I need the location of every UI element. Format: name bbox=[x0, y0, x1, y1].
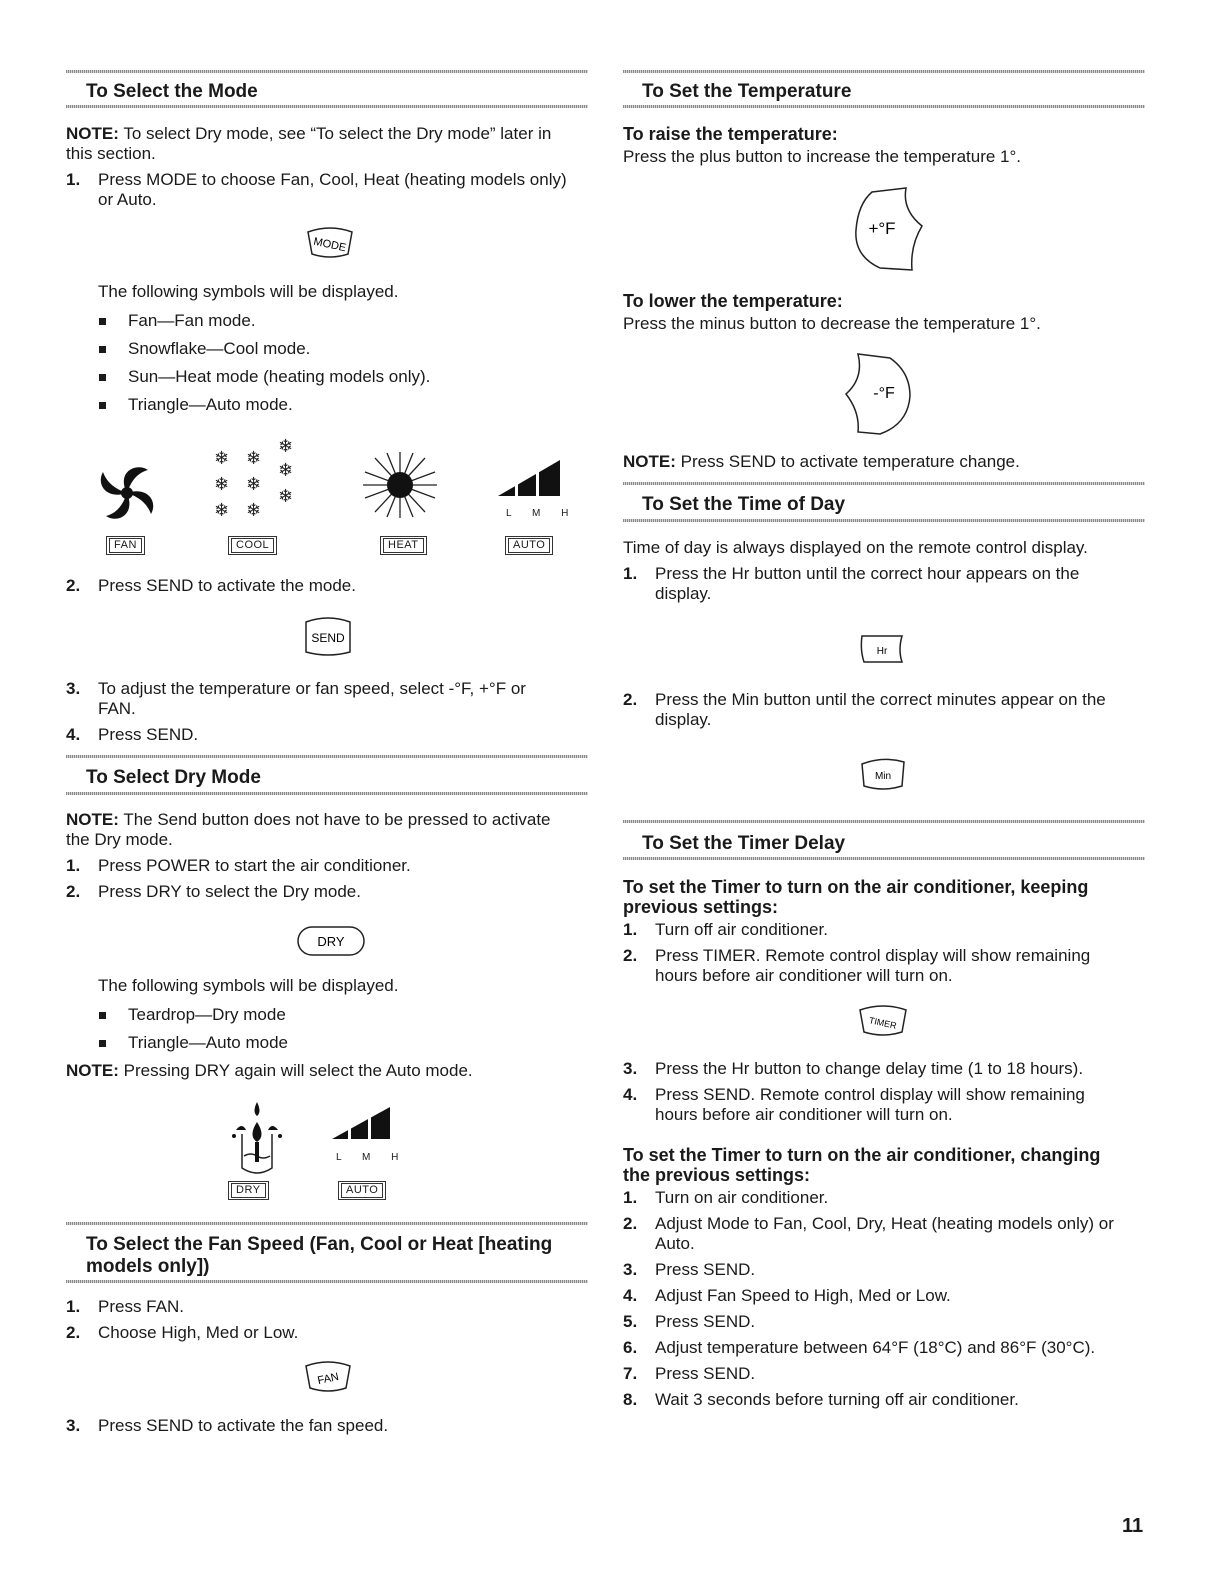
plus-temp-button-icon bbox=[852, 186, 924, 272]
section-rule bbox=[66, 792, 588, 795]
snowflake-symbol-icon bbox=[212, 430, 302, 520]
section-rule bbox=[623, 482, 1145, 485]
bullet-triangle: Triangle—Auto mode bbox=[128, 1033, 289, 1052]
temp-note: NOTE: Press SEND to activate temperature change. bbox=[623, 452, 1020, 471]
lmh-label: L M H bbox=[336, 1152, 408, 1163]
svg-text:❄: ❄ bbox=[214, 474, 230, 495]
fan-symbol-icon bbox=[96, 462, 158, 524]
time-step-2-cont: display. bbox=[655, 710, 712, 729]
step-number: 2. bbox=[623, 690, 638, 709]
step-number: 2. bbox=[623, 1214, 638, 1233]
fan-step-1: Press FAN. bbox=[98, 1297, 184, 1316]
section-heading-time: To Set the Time of Day bbox=[642, 494, 846, 515]
svg-text:❄: ❄ bbox=[214, 500, 230, 521]
raise-temp-heading: To raise the temperature: bbox=[623, 124, 838, 144]
change-step-2-cont: Auto. bbox=[655, 1234, 695, 1253]
send-button-icon bbox=[300, 612, 356, 660]
timer-step-3: Press the Hr button to change delay time (1 to 18 hours). bbox=[655, 1059, 1084, 1078]
section-heading-temperature: To Set the Temperature bbox=[642, 81, 852, 102]
mode-step-3-cont: FAN. bbox=[98, 699, 136, 718]
auto-label: AUTO bbox=[338, 1181, 386, 1200]
svg-text:❄: ❄ bbox=[246, 500, 262, 521]
timer-step-4-cont: hours before air conditioner will turn on. bbox=[655, 1105, 953, 1124]
bullet-cool: Snowflake—Cool mode. bbox=[128, 339, 311, 358]
step-number: 2. bbox=[66, 882, 81, 901]
bullet bbox=[99, 402, 106, 409]
section-heading-dry: To Select Dry Mode bbox=[86, 767, 261, 788]
change-step-4: Adjust Fan Speed to High, Med or Low. bbox=[655, 1286, 951, 1305]
timer-step-4: Press SEND. Remote control display will show remaining bbox=[655, 1085, 1085, 1104]
section-rule bbox=[623, 820, 1145, 823]
fan-button-icon bbox=[304, 1362, 352, 1394]
timer-step-2-cont: hours before air conditioner will turn on. bbox=[655, 966, 953, 985]
lower-temp-heading: To lower the temperature: bbox=[623, 291, 843, 311]
time-intro: Time of day is always displayed on the remote control display. bbox=[623, 538, 1088, 557]
teardrop-symbol-icon bbox=[226, 1100, 288, 1180]
mode-note: NOTE: To select Dry mode, see “To select the Dry mode” later in bbox=[66, 124, 552, 143]
timer-button-icon bbox=[858, 1006, 908, 1038]
step-number: 1. bbox=[623, 920, 638, 939]
change-step-2: Adjust Mode to Fan, Cool, Dry, Heat (heating models only) or bbox=[655, 1214, 1114, 1233]
step-number: 4. bbox=[66, 725, 81, 744]
section-heading-fan: To Select the Fan Speed (Fan, Cool or Heat [heating bbox=[86, 1234, 553, 1255]
time-step-1-cont: display. bbox=[655, 584, 712, 603]
section-rule bbox=[623, 519, 1145, 522]
change-step-1: Turn on air conditioner. bbox=[655, 1188, 829, 1207]
raise-temp-text: Press the plus button to increase the temperature 1°. bbox=[623, 147, 1022, 166]
svg-text:❄: ❄ bbox=[278, 486, 294, 507]
dry-note: NOTE: The Send button does not have to be pressed to activate bbox=[66, 810, 551, 829]
step-number: 3. bbox=[623, 1260, 638, 1279]
svg-text:❄: ❄ bbox=[278, 436, 294, 457]
section-rule bbox=[66, 70, 588, 73]
page-number: 11 bbox=[1122, 1515, 1144, 1537]
mode-step-2: Press SEND to activate the mode. bbox=[98, 576, 356, 595]
step-number: 1. bbox=[623, 1188, 638, 1207]
sun-symbol-icon bbox=[355, 450, 445, 520]
step-number: 3. bbox=[623, 1059, 638, 1078]
heat-label: HEAT bbox=[380, 536, 427, 555]
dry-label: DRY bbox=[228, 1181, 269, 1200]
svg-text:❄: ❄ bbox=[246, 448, 262, 469]
section-rule bbox=[623, 105, 1145, 108]
svg-text:❄: ❄ bbox=[278, 460, 294, 481]
timer-sub-heading-1-cont: previous settings: bbox=[623, 897, 779, 917]
section-rule bbox=[623, 857, 1145, 860]
step-number: 2. bbox=[623, 946, 638, 965]
dry-symbols-intro: The following symbols will be displayed. bbox=[98, 976, 399, 995]
step-number: 2. bbox=[66, 1323, 81, 1342]
auto-label: AUTO bbox=[505, 536, 553, 555]
svg-text:-°F: -°F bbox=[873, 385, 895, 402]
svg-text:FAN: FAN bbox=[316, 1370, 340, 1388]
change-step-5: Press SEND. bbox=[655, 1312, 756, 1331]
fan-step-2: Choose High, Med or Low. bbox=[98, 1323, 299, 1342]
fan-speed-bars-icon bbox=[330, 1105, 392, 1141]
svg-text:+°F: +°F bbox=[868, 219, 896, 238]
svg-text:❄: ❄ bbox=[214, 448, 230, 469]
bullet-teardrop: Teardrop—Dry mode bbox=[128, 1005, 286, 1024]
dry-note-cont: the Dry mode. bbox=[66, 830, 173, 849]
section-heading-mode: To Select the Mode bbox=[86, 81, 258, 102]
step-number: 3. bbox=[66, 1416, 81, 1435]
timer-sub-heading-1: To set the Timer to turn on the air conditioner, keeping bbox=[623, 877, 1089, 897]
time-step-2: Press the Min button until the correct minutes appear on the bbox=[655, 690, 1106, 709]
svg-text:MODE: MODE bbox=[312, 235, 348, 255]
step-number: 1. bbox=[66, 170, 81, 189]
svg-text:TIMER: TIMER bbox=[868, 1015, 898, 1031]
change-step-7: Press SEND. bbox=[655, 1364, 756, 1383]
bullet-fan: Fan—Fan mode. bbox=[128, 311, 256, 330]
section-rule bbox=[66, 105, 588, 108]
step-number: 7. bbox=[623, 1364, 638, 1383]
mode-button-icon bbox=[306, 228, 354, 260]
fan-label: FAN bbox=[106, 536, 145, 555]
timer-sub-heading-2: To set the Timer to turn on the air conditioner, changing bbox=[623, 1145, 1101, 1165]
lower-temp-text: Press the minus button to decrease the temperature 1°. bbox=[623, 314, 1041, 333]
dry-step-2: Press DRY to select the Dry mode. bbox=[98, 882, 361, 901]
symbols-intro: The following symbols will be displayed. bbox=[98, 282, 399, 301]
section-rule bbox=[623, 70, 1145, 73]
section-rule bbox=[66, 755, 588, 758]
section-rule bbox=[66, 1222, 588, 1225]
time-step-1: Press the Hr button until the correct hour appears on the bbox=[655, 564, 1080, 583]
bullet-auto: Triangle—Auto mode. bbox=[128, 395, 293, 414]
step-number: 4. bbox=[623, 1085, 638, 1104]
svg-text:DRY: DRY bbox=[317, 934, 345, 949]
minus-temp-button-icon bbox=[844, 352, 912, 436]
section-rule bbox=[66, 1280, 588, 1283]
dry-button-icon bbox=[296, 924, 366, 958]
step-number: 3. bbox=[66, 679, 81, 698]
mode-note-cont: this section. bbox=[66, 144, 156, 163]
timer-step-1: Turn off air conditioner. bbox=[655, 920, 828, 939]
mode-step-4: Press SEND. bbox=[98, 725, 199, 744]
mode-step-1-cont: or Auto. bbox=[98, 190, 157, 209]
mode-step-1: Press MODE to choose Fan, Cool, Heat (heating models only) bbox=[98, 170, 567, 189]
bullet bbox=[99, 1040, 106, 1047]
mode-step-3: To adjust the temperature or fan speed, select -°F, +°F or bbox=[98, 679, 526, 698]
dry-step-1: Press POWER to start the air conditioner. bbox=[98, 856, 411, 875]
lmh-label: L M H bbox=[506, 508, 578, 519]
fan-speed-bars-icon bbox=[496, 458, 562, 498]
svg-text:SEND: SEND bbox=[311, 631, 345, 645]
step-number: 8. bbox=[623, 1390, 638, 1409]
svg-text:❄: ❄ bbox=[246, 474, 262, 495]
change-step-8: Wait 3 seconds before turning off air conditioner. bbox=[655, 1390, 1019, 1409]
fan-step-3: Press SEND to activate the fan speed. bbox=[98, 1416, 389, 1435]
section-heading-fan-cont: models only]) bbox=[86, 1256, 210, 1277]
bullet bbox=[99, 374, 106, 381]
step-number: 5. bbox=[623, 1312, 638, 1331]
step-number: 1. bbox=[66, 856, 81, 875]
step-number: 6. bbox=[623, 1338, 638, 1357]
step-number: 1. bbox=[66, 1297, 81, 1316]
bullet-heat: Sun—Heat mode (heating models only). bbox=[128, 367, 431, 386]
bullet bbox=[99, 1012, 106, 1019]
dry-note-2: NOTE: Pressing DRY again will select the Auto mode. bbox=[66, 1061, 473, 1080]
timer-sub-heading-2-cont: the previous settings: bbox=[623, 1165, 811, 1185]
svg-text:Hr: Hr bbox=[876, 646, 888, 657]
svg-text:Min: Min bbox=[874, 771, 892, 782]
cool-label: COOL bbox=[228, 536, 277, 555]
hr-button-icon bbox=[858, 632, 906, 666]
step-number: 2. bbox=[66, 576, 81, 595]
timer-step-2: Press TIMER. Remote control display will show remaining bbox=[655, 946, 1091, 965]
change-step-3: Press SEND. bbox=[655, 1260, 756, 1279]
bullet bbox=[99, 318, 106, 325]
step-number: 4. bbox=[623, 1286, 638, 1305]
min-button-icon bbox=[858, 756, 908, 792]
bullet bbox=[99, 346, 106, 353]
section-heading-timer: To Set the Timer Delay bbox=[642, 833, 846, 854]
step-number: 1. bbox=[623, 564, 638, 583]
change-step-6: Adjust temperature between 64°F (18°C) and 86°F (30°C). bbox=[655, 1338, 1096, 1357]
